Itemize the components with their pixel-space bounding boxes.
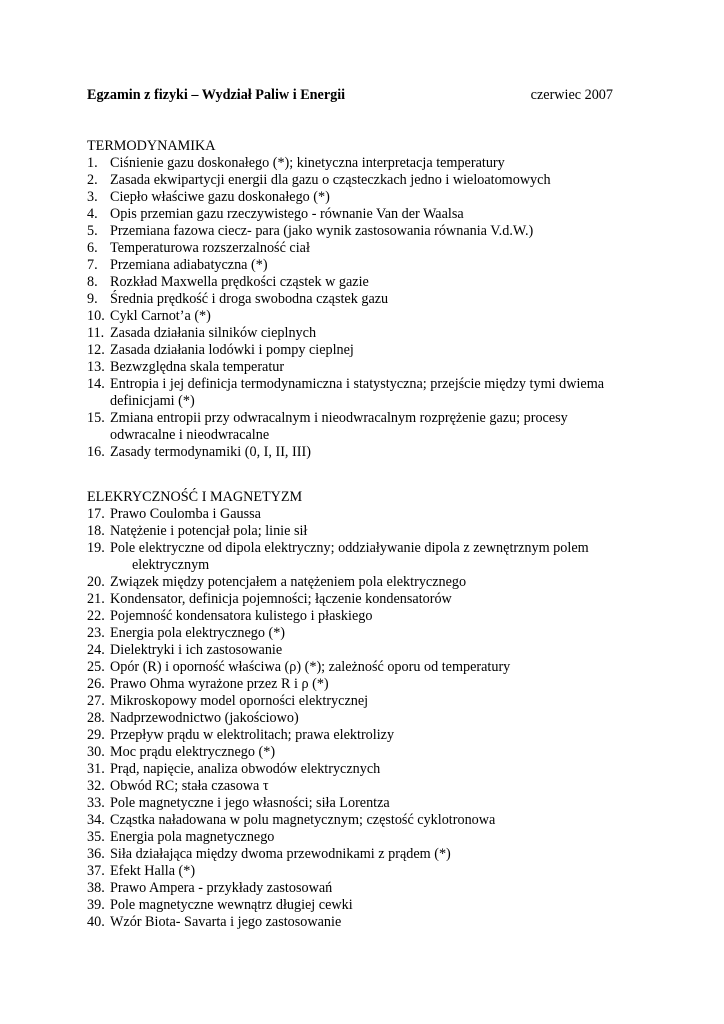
item-text-block <box>110 744 627 761</box>
item-text: Obwód RC; stała czasowa τ <box>110 778 269 794</box>
list-item <box>87 914 627 931</box>
list-item <box>87 846 627 863</box>
item-text-block <box>110 914 627 931</box>
item-number: 38. <box>87 880 105 896</box>
item-text-block <box>110 693 627 710</box>
list-item <box>87 540 627 574</box>
item-text: Kondensator, definicja pojemności; łączenie kondensatorów <box>110 591 452 607</box>
list-item <box>87 642 627 659</box>
item-number: 16. <box>87 444 105 460</box>
item-text: Prąd, napięcie, analiza obwodów elektrycznych <box>110 761 381 777</box>
item-number: 34. <box>87 812 105 828</box>
item-number: 22. <box>87 608 105 624</box>
list-item <box>87 795 627 812</box>
list-item <box>87 291 627 308</box>
item-text-block <box>110 897 627 914</box>
list-item <box>87 506 627 523</box>
item-text-block <box>110 608 627 625</box>
list-item <box>87 308 627 325</box>
item-number: 35. <box>87 829 105 845</box>
item-number: 40. <box>87 914 105 930</box>
item-number: 28. <box>87 710 105 726</box>
item-text-continuation: odwracalne i nieodwracalne <box>110 427 270 443</box>
item-text-block <box>110 676 627 693</box>
item-number: 1. <box>87 155 98 171</box>
item-number: 7. <box>87 257 98 273</box>
item-text-block <box>110 240 627 257</box>
item-number: 21. <box>87 591 105 607</box>
item-text-block <box>110 761 627 778</box>
list-item <box>87 206 627 223</box>
item-number: 8. <box>87 274 98 290</box>
item-text: Entropia i jej definicja termodynamiczna i statystyczna; przejście między tymi dwiema <box>110 376 605 392</box>
item-text-block <box>110 410 627 444</box>
item-text-block <box>110 659 627 676</box>
exam-date: czerwiec 2007 <box>530 87 613 103</box>
item-text: Dielektryki i ich zastosowanie <box>110 642 283 658</box>
item-number: 18. <box>87 523 105 539</box>
item-number: 3. <box>87 189 98 205</box>
item-text: Opór (R) i oporność właściwa (ρ) (*); zależność oporu od temperatury <box>110 659 511 675</box>
list-item <box>87 897 627 914</box>
item-text: Energia pola elektrycznego (*) <box>110 625 286 641</box>
item-text: Pole magnetyczne i jego własności; siła Lorentza <box>110 795 390 811</box>
section-heading: ELEKRYCZNOŚĆ I MAGNETYZM <box>87 489 303 505</box>
list-item <box>87 189 627 206</box>
item-text: Zasada działania silników cieplnych <box>110 325 317 341</box>
list-item <box>87 591 627 608</box>
item-text: Nadprzewodnictwo (jakościowo) <box>110 710 299 726</box>
item-text-continuation: definicjami (*) <box>110 393 195 409</box>
list-item <box>87 523 627 540</box>
item-text: Bezwzględna skala temperatur <box>110 359 285 375</box>
item-text: Rozkład Maxwella prędkości cząstek w gazie <box>110 274 369 290</box>
item-text-continuation: elektrycznym <box>132 557 210 573</box>
list-item <box>87 325 627 342</box>
item-text: Przemiana adiabatyczna (*) <box>110 257 268 273</box>
item-text-block <box>110 376 627 410</box>
list-item <box>87 778 627 795</box>
list-item <box>87 727 627 744</box>
item-text-block <box>110 880 627 897</box>
item-text: Zasady termodynamiki (0, I, II, III) <box>110 444 311 460</box>
item-text: Natężenie i potencjał pola; linie sił <box>110 523 308 539</box>
list-item <box>87 863 627 880</box>
item-number: 20. <box>87 574 105 590</box>
item-text-block <box>110 325 627 342</box>
list-item <box>87 257 627 274</box>
item-number: 13. <box>87 359 105 375</box>
item-text: Moc prądu elektrycznego (*) <box>110 744 276 760</box>
item-text-block <box>110 574 627 591</box>
exam-title: Egzamin z fizyki – Wydział Paliw i Energii <box>87 87 346 103</box>
item-number: 19. <box>87 540 105 556</box>
item-text-block <box>110 523 627 540</box>
item-text-block <box>110 795 627 812</box>
list-item <box>87 223 627 240</box>
item-number: 14. <box>87 376 105 392</box>
item-text-block <box>110 189 627 206</box>
item-text-block <box>110 257 627 274</box>
item-text: Pole magnetyczne wewnątrz długiej cewki <box>110 897 353 913</box>
item-text-block <box>110 829 627 846</box>
item-text: Prawo Coulomba i Gaussa <box>110 506 261 522</box>
exam-header <box>87 87 613 104</box>
item-text: Mikroskopowy model oporności elektrycznej <box>110 693 369 709</box>
item-text-block <box>110 642 627 659</box>
item-number: 24. <box>87 642 105 658</box>
list-item <box>87 240 627 257</box>
item-text-block <box>110 506 627 523</box>
item-text-block <box>110 223 627 240</box>
item-number: 6. <box>87 240 98 256</box>
list-item <box>87 761 627 778</box>
item-number: 15. <box>87 410 105 426</box>
item-text: Pole elektryczne od dipola elektryczny; oddziaływanie dipola z zewnętrznym polem <box>110 540 589 556</box>
list-item <box>87 812 627 829</box>
list-item <box>87 410 627 444</box>
item-number: 23. <box>87 625 105 641</box>
item-text: Cykl Carnot’a (*) <box>110 308 211 324</box>
item-number: 29. <box>87 727 105 743</box>
item-text: Ciśnienie gazu doskonałego (*); kinetyczna interpretacja temperatury <box>110 155 505 171</box>
item-text: Zasada ekwipartycji energii dla gazu o cząsteczkach jedno i wieloatomowych <box>110 172 551 188</box>
item-text: Siła działająca między dwoma przewodnikami z prądem (*) <box>110 846 451 862</box>
item-text-block <box>110 308 627 325</box>
item-text: Zmiana entropii przy odwracalnym i nieodwracalnym rozprężenie gazu; procesy <box>110 410 568 426</box>
item-text-block <box>110 727 627 744</box>
item-text: Wzór Biota- Savarta i jego zastosowanie <box>110 914 342 930</box>
item-text: Średnia prędkość i droga swobodna cząstek gazu <box>110 291 389 307</box>
item-text-block <box>110 172 627 189</box>
item-text-block <box>110 444 627 461</box>
item-text-block <box>110 778 627 795</box>
item-number: 10. <box>87 308 105 324</box>
list-item <box>87 376 627 410</box>
item-number: 36. <box>87 846 105 862</box>
item-text: Ciepło właściwe gazu doskonałego (*) <box>110 189 330 205</box>
topic-list <box>87 155 627 461</box>
item-text-block <box>110 274 627 291</box>
item-text: Opis przemian gazu rzeczywistego - równanie Van der Waalsa <box>110 206 464 222</box>
list-item <box>87 693 627 710</box>
item-number: 2. <box>87 172 98 188</box>
item-text-block <box>110 342 627 359</box>
list-item <box>87 710 627 727</box>
item-text-block <box>110 812 627 829</box>
item-number: 30. <box>87 744 105 760</box>
item-number: 37. <box>87 863 105 879</box>
item-text: Przemiana fazowa ciecz- para (jako wynik zastosowania równania V.d.W.) <box>110 223 534 239</box>
list-item <box>87 744 627 761</box>
item-number: 31. <box>87 761 105 777</box>
item-text: Cząstka naładowana w polu magnetycznym; częstość cyklotronowa <box>110 812 496 828</box>
item-text-block <box>110 863 627 880</box>
list-item <box>87 274 627 291</box>
list-item <box>87 625 627 642</box>
list-item <box>87 880 627 897</box>
item-text: Zasada działania lodówki i pompy cieplnej <box>110 342 354 358</box>
item-text: Prawo Ampera - przykłady zastosowań <box>110 880 333 896</box>
section-thermodynamics <box>87 138 627 461</box>
list-item <box>87 155 627 172</box>
list-item <box>87 659 627 676</box>
item-number: 17. <box>87 506 105 522</box>
item-number: 5. <box>87 223 98 239</box>
list-item <box>87 342 627 359</box>
item-text-block <box>110 710 627 727</box>
item-text-block <box>110 591 627 608</box>
list-item <box>87 608 627 625</box>
item-number: 39. <box>87 897 105 913</box>
item-text-block <box>110 625 627 642</box>
list-item <box>87 359 627 376</box>
list-item <box>87 172 627 189</box>
item-number: 33. <box>87 795 105 811</box>
item-number: 9. <box>87 291 98 307</box>
item-text-block <box>110 155 627 172</box>
item-text: Energia pola magnetycznego <box>110 829 275 845</box>
topic-list <box>87 506 627 931</box>
item-number: 32. <box>87 778 105 794</box>
item-number: 25. <box>87 659 105 675</box>
item-text-block <box>110 359 627 376</box>
item-number: 26. <box>87 676 105 692</box>
item-text-block <box>110 206 627 223</box>
section-heading: TERMODYNAMIKA <box>87 138 216 154</box>
item-text: Temperaturowa rozszerzalność ciał <box>110 240 310 256</box>
item-number: 12. <box>87 342 105 358</box>
list-item <box>87 676 627 693</box>
item-text: Związek między potencjałem a natężeniem pola elektrycznego <box>110 574 467 590</box>
item-text: Efekt Halla (*) <box>110 863 196 879</box>
item-text: Prawo Ohma wyrażone przez R i ρ (*) <box>110 676 329 692</box>
item-text-block <box>110 291 627 308</box>
item-number: 4. <box>87 206 98 222</box>
item-text: Pojemność kondensatora kulistego i płaskiego <box>110 608 373 624</box>
item-text-block <box>110 540 627 574</box>
list-item <box>87 444 627 461</box>
item-text: Przepływ prądu w elektrolitach; prawa elektrolizy <box>110 727 395 743</box>
item-number: 11. <box>87 325 105 341</box>
section-electricity-magnetism <box>87 489 627 931</box>
list-item <box>87 574 627 591</box>
item-number: 27. <box>87 693 105 709</box>
item-text-block <box>110 846 627 863</box>
list-item <box>87 829 627 846</box>
